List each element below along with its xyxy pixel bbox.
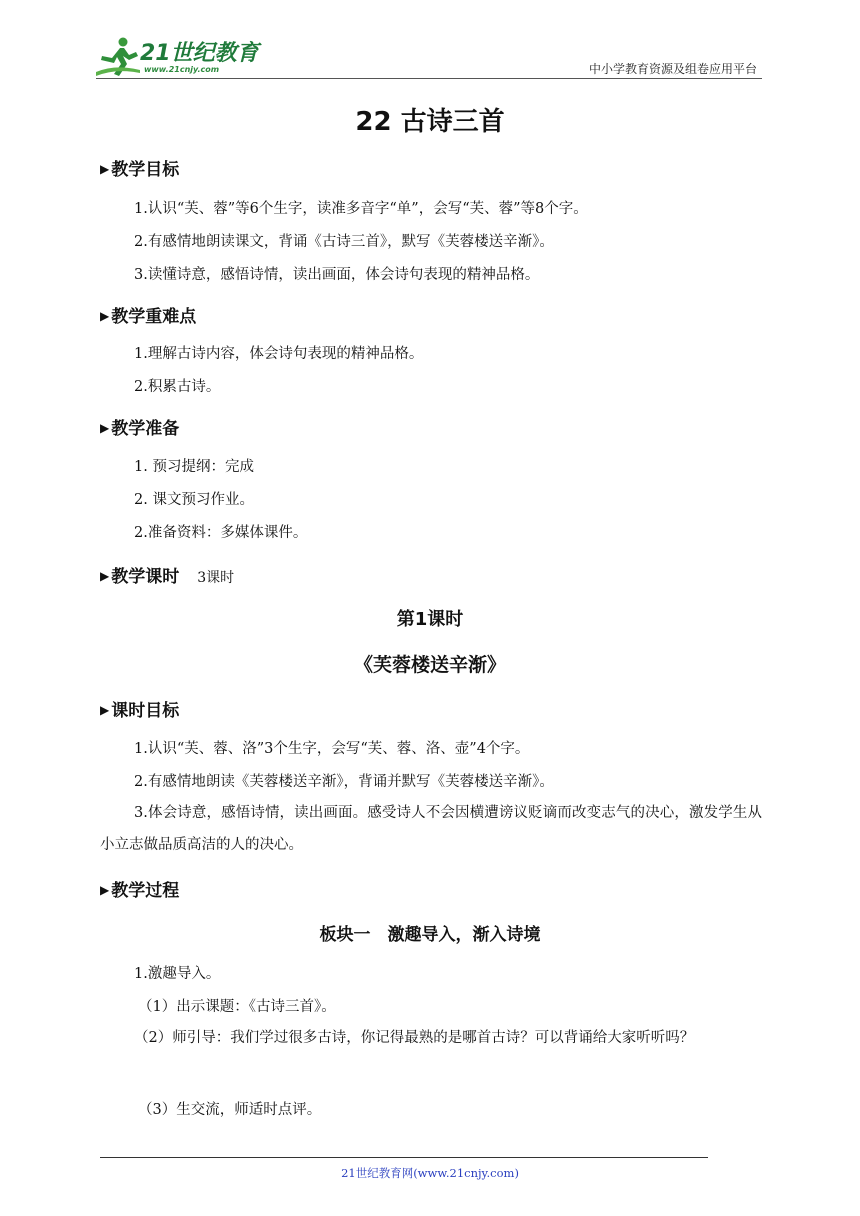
goal-item: 3.读懂诗意，感悟诗情，读出画面，体会诗句表现的精神品格。 (134, 267, 540, 283)
platform-name: 中小学教育资源及组卷应用平台 (588, 62, 757, 76)
process-item: （2）师引导：我们学过很多古诗，你记得最熟的是哪首古诗？可以背诵给大家听听吗？ (134, 1030, 695, 1046)
triangle-bullet-icon: ▶ (100, 883, 110, 897)
lesson-goal-item: 1.认识“芙、蓉、洛”3个生字，会写“芙、蓉、洛、壶”4个字。 (134, 741, 530, 757)
section-heading-goals: ▶ 教学目标 (100, 160, 180, 180)
poem-title: 《芙蓉楼送辛渐》 (353, 654, 506, 676)
footer-divider (100, 1157, 708, 1158)
section-heading-preparation: ▶ 教学准备 (100, 419, 180, 439)
period-count: 3课时 (197, 570, 235, 586)
footer-link[interactable]: 21世纪教育网(www.21cnjy.com) (341, 1166, 519, 1180)
goal-item: 2.有感情地朗读课文，背诵《古诗三首》，默写《芙蓉楼送辛渐》。 (134, 234, 554, 250)
site-logo[interactable] (96, 34, 266, 82)
section-heading-key-points: ▶ 教学重难点 (100, 307, 197, 327)
page-title: 22 古诗三首 (355, 107, 505, 137)
triangle-bullet-icon: ▶ (100, 309, 110, 323)
triangle-bullet-icon: ▶ (100, 569, 110, 583)
lesson-goal-item: 2.有感情地朗读《芙蓉楼送辛渐》，背诵并默写《芙蓉楼送辛渐》。 (134, 774, 554, 790)
block-title: 板块一 激趣导入，渐入诗境 (319, 925, 541, 945)
runner-icon (96, 36, 142, 78)
key-point-item: 1.理解古诗内容，体会诗句表现的精神品格。 (134, 346, 424, 362)
preparation-item: 2. 课文预习作业。 (134, 492, 254, 508)
triangle-bullet-icon: ▶ (100, 703, 110, 717)
preparation-item: 2.准备资料：多媒体课件。 (134, 525, 308, 541)
process-item: （3）生交流，师适时点评。 (138, 1102, 322, 1118)
key-point-item: 2.积累古诗。 (134, 379, 221, 395)
logo-text: 21世纪教育 (140, 41, 259, 66)
process-item: （1）出示课题：《古诗三首》。 (138, 999, 336, 1015)
process-item: 1.激趣导入。 (134, 966, 221, 982)
period-title: 第1课时 (396, 609, 464, 630)
triangle-bullet-icon: ▶ (100, 162, 110, 176)
section-heading-periods: ▶ 教学课时 3课时 (100, 567, 235, 587)
lesson-goal-item: 3.体会诗意，感悟诗情，读出画面。感受诗人不会因横遭谤议贬谪而改变志气的决心，激发学生从小立志做品质高洁的人的决心。 (100, 805, 762, 853)
section-heading-process: ▶ 教学过程 (100, 881, 180, 901)
preparation-item: 1. 预习提纲：完成 (134, 459, 254, 475)
logo-url: www.21cnjy.com (144, 65, 220, 74)
header-divider (96, 78, 762, 79)
triangle-bullet-icon: ▶ (100, 421, 110, 435)
goal-item: 1.认识“芙、蓉”等6个生字，读准多音字“单”，会写“芙、蓉”等8个字。 (134, 201, 588, 217)
section-heading-lesson-goals: ▶ 课时目标 (100, 701, 180, 721)
